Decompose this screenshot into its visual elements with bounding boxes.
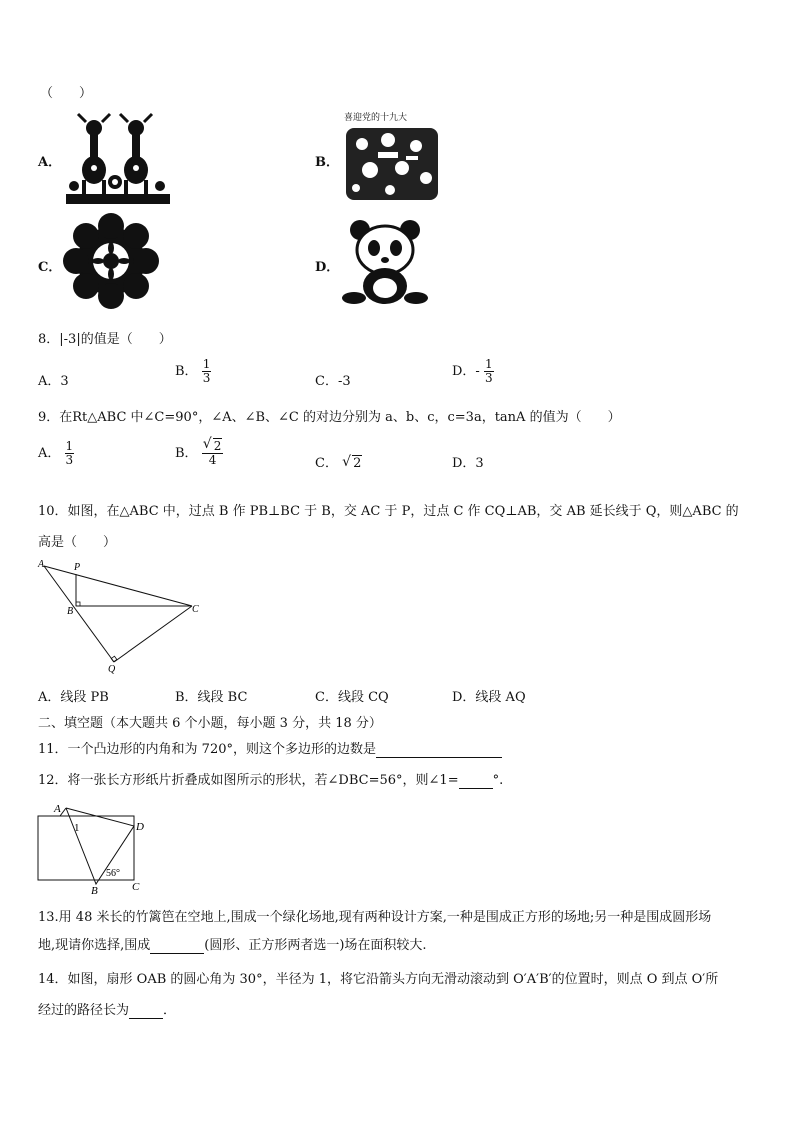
q12-stem xyxy=(38,769,503,789)
q10-option-b: B．线段 BC xyxy=(175,690,248,705)
q9-c-radicand: 2 xyxy=(353,456,362,471)
q8-d-numerator: 1 xyxy=(484,357,493,371)
q9-option-b xyxy=(175,440,223,467)
q9-a-numerator: 1 xyxy=(65,439,74,453)
q9-b-radicand: 2 xyxy=(213,439,222,453)
fig12-label-c: C xyxy=(132,881,140,893)
q9-b-denominator: 4 xyxy=(208,453,217,467)
fig12-label-angle-1: 1 xyxy=(74,822,80,834)
q13-line2 xyxy=(38,934,427,954)
q12-text: 12．将一张长方形纸片折叠成如图所示的形状，若∠DBC=56°，则∠1= xyxy=(38,773,459,788)
fig10-label-c: C xyxy=(192,604,199,615)
q7-option-d-label: D． xyxy=(315,260,340,275)
q11-text: 11．一个凸边形的内角和为 720°，则这个多边形的边数是 xyxy=(38,742,376,757)
q7-option-b-label: B． xyxy=(315,155,339,170)
fig12-label-56deg: 56° xyxy=(106,868,120,879)
fig12-label-b: B xyxy=(91,885,98,896)
q9-option-d: D．3 xyxy=(452,456,484,471)
q9-option-c xyxy=(315,452,362,471)
q10-stem-line2: 高是（ ） xyxy=(38,535,117,550)
q13-text-b: (圆形、正方形两者选一)场在面积较大. xyxy=(204,938,427,953)
q8-option-b-fraction xyxy=(202,358,212,385)
fig12-label-a: A xyxy=(54,803,61,815)
deer-papercut-image xyxy=(64,112,172,206)
q14-line2 xyxy=(38,999,176,1019)
q14-text-a: 经过的路径长为 xyxy=(38,1003,130,1018)
q13-line1: 13.用 48 米长的竹篱笆在空地上,围成一个绿化场地,现有两种设计方案,一种是围成正方形的场地;另一种是围成圆形场 xyxy=(38,910,712,925)
q9-option-a xyxy=(38,440,74,467)
q9-option-a-fraction xyxy=(65,440,75,467)
q10-option-c: C．线段 CQ xyxy=(315,690,389,705)
q8-b-numerator: 1 xyxy=(202,357,211,371)
q14-line1: 14．如图，扇形 OAB 的圆心角为 30°，半径为 1，将它沿箭头方向无滑动滚动到 O′A′B′的位置时，则点 O 到点 O′所 xyxy=(38,972,719,987)
fig12-label-d: D xyxy=(136,821,144,833)
section-fill-blank-heading: 二、填空题（本大题共 6 个小题，每小题 3 分，共 18 分） xyxy=(38,716,382,731)
q8-option-b xyxy=(175,358,211,385)
q8-option-d xyxy=(452,358,494,385)
answer-paren: （ ） xyxy=(40,86,93,101)
q9-stem: 9．在Rt△ABC 中∠C=90°，∠A、∠B、∠C 的对边分别为 a、b、c，c=3a，tanA 的值为（ ） xyxy=(38,410,621,425)
q8-option-d-label: D．- xyxy=(452,364,480,379)
panda-papercut-image xyxy=(340,218,432,306)
q14-text-b: ． xyxy=(163,1003,177,1018)
q12-text-end: °. xyxy=(492,773,504,788)
q9-option-c-label: C． xyxy=(315,456,338,471)
triangle-abc-figure xyxy=(36,558,204,674)
q10-option-d: D．线段 AQ xyxy=(452,690,526,705)
q8-option-c: C．-3 xyxy=(315,374,351,389)
q9-b-numerator xyxy=(202,440,224,454)
q11-stem xyxy=(38,738,502,758)
q14-answer-blank[interactable] xyxy=(129,1003,163,1019)
q10-stem-line1: 10．如图，在△ABC 中，过点 B 作 PB⊥BC 于 B，交 AC 于 P，过点 C 作 CQ⊥AB，交 AB 延长线于 Q，则△ABC 的 xyxy=(38,504,739,519)
q8-stem: 8．|-3|的值是（ ） xyxy=(38,332,172,347)
q8-d-denominator: 3 xyxy=(484,371,493,385)
q9-option-b-label: B． xyxy=(175,446,198,461)
q8-option-b-label: B． xyxy=(175,364,198,379)
q10-option-a: A．线段 PB xyxy=(38,690,109,705)
q8-option-a: A．3 xyxy=(38,374,69,389)
q13-text-a: 地,现请你选择,围成 xyxy=(38,938,151,953)
fig10-label-q: Q xyxy=(108,664,116,674)
q13-answer-blank[interactable] xyxy=(150,938,204,954)
q8-option-d-fraction xyxy=(484,358,494,385)
fig10-label-p: P xyxy=(74,562,81,573)
fig10-label-b: B xyxy=(67,606,74,617)
q7-option-a-label: A． xyxy=(38,155,62,170)
folded-rectangle-figure xyxy=(36,798,152,896)
q9-option-b-fraction xyxy=(202,440,224,467)
q9-a-denominator: 3 xyxy=(65,453,74,467)
q8-b-denominator: 3 xyxy=(202,371,211,385)
party-congress-caption: 喜迎党的十九大 xyxy=(344,113,408,123)
flower-papercut-image xyxy=(62,212,160,310)
q12-answer-blank[interactable] xyxy=(459,773,493,789)
fig10-label-a: A xyxy=(38,559,45,570)
q9-option-a-label: A． xyxy=(38,446,61,461)
q7-option-c-label: C． xyxy=(38,260,62,275)
q11-answer-blank[interactable] xyxy=(376,742,502,758)
